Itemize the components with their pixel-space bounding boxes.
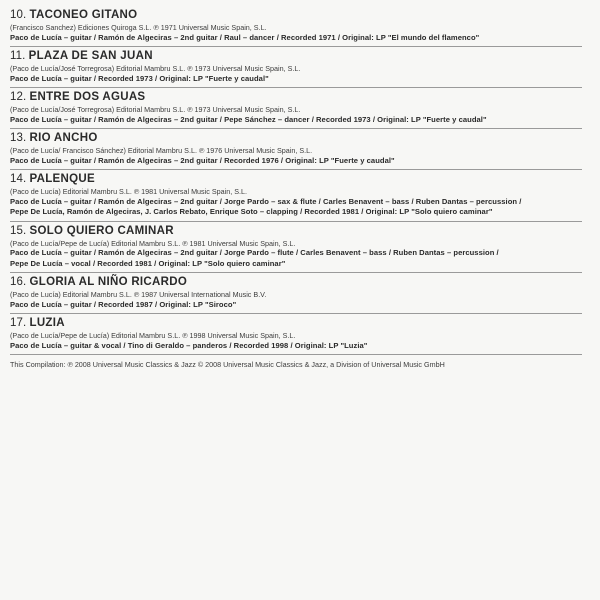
track-credits — [10, 248, 582, 269]
track-title: PLAZA DE SAN JUAN — [28, 50, 153, 62]
credit-line: Paco de Lucía – guitar / Recorded 1987 / Original: LP "Siroco" — [10, 299, 237, 309]
track-number: 11. — [10, 50, 26, 62]
credit-line: Paco de Lucía – guitar / Ramón de Algeciras – 2nd guitar / Pepe Sánchez – dancer / Recorded 1973 / Original: LP "Fuerte y caudal" — [10, 114, 487, 124]
credit-line: Paco de Lucía – guitar / Ramón de Algeciras – 2nd guitar / Jorge Pardo – sax & flute / Carles Benavent – bass / Ruben Dantas – percussion / — [10, 196, 522, 206]
track-heading — [10, 172, 582, 186]
track-entry — [10, 47, 582, 88]
track-credits — [10, 33, 582, 44]
credit-line: Pepe De Lucía – vocal / Recorded 1981 / Original: LP "Solo quiero caminar" — [10, 258, 286, 268]
track-entry — [10, 273, 582, 314]
track-list — [10, 8, 582, 355]
track-heading — [10, 90, 582, 104]
track-credits — [10, 115, 582, 126]
track-rights: (Paco de Lucía/José Torregrosa) Editorial Mambru S.L. ℗ 1973 Universal Music Spain, S.L. — [10, 64, 301, 73]
track-rights: (Paco de Lucía/Pepe de Lucía) Editorial Mambru S.L. ℗ 1981 Universal Music Spain, S.L. — [10, 238, 296, 248]
credit-line: Paco de Lucía – guitar / Recorded 1973 / Original: LP "Fuerte y caudal" — [10, 73, 269, 83]
credit-line: Paco de Lucía – guitar / Ramón de Algeciras – 2nd guitar / Raul – dancer / Recorded 1971 / Original: LP "El mundo del flamenco" — [10, 32, 480, 42]
track-heading — [10, 131, 582, 145]
track-title: SOLO QUIERO CAMINAR — [29, 224, 174, 237]
track-heading — [10, 49, 582, 63]
track-credits — [10, 74, 582, 85]
credit-line: Paco de Lucía – guitar / Ramón de Algeciras – 2nd guitar / Recorded 1976 / Original: LP "Fuerte y caudal" — [10, 155, 395, 165]
track-rights: (Paco de Lucía) Editorial Mambru S.L. ℗ 1981 Universal Music Spain, S.L. — [10, 187, 248, 196]
track-rights: (Paco de Lucía/ Francisco Sánchez) Editorial Mambru S.L. ℗ 1976 Universal Music Spain, S.L. — [10, 146, 313, 155]
track-number: 12. — [10, 91, 27, 103]
credit-line: Paco de Lucía – guitar & vocal / Tino di Geraldo – panderos / Recorded 1998 / Original: LP "Luzia" — [10, 340, 368, 350]
track-credits — [10, 300, 582, 311]
track-title: PALENQUE — [29, 173, 95, 185]
track-rights: (Paco de Lucía/José Torregrosa) Editorial Mambru S.L. ℗ 1973 Universal Music Spain, S.L. — [10, 105, 301, 114]
track-number: 14. — [10, 173, 27, 185]
track-number: 16. — [10, 276, 27, 288]
track-entry — [10, 170, 582, 222]
credit-line: Paco de Lucía – guitar / Ramón de Algeciras – 2nd guitar / Jorge Pardo – flute / Carles Benavent – bass / Ruben Dantas – percussion / — [10, 248, 499, 257]
track-rights: (Paco de Lucía/Pepe de Lucía) Editorial Mambru S.L. ℗ 1998 Universal Music Spain, S.L. — [10, 331, 296, 340]
track-credits — [10, 156, 582, 167]
track-heading — [10, 275, 582, 289]
track-entry — [10, 88, 582, 129]
track-entry — [10, 129, 582, 170]
track-number: 17. — [10, 317, 27, 329]
track-title: ENTRE DOS AGUAS — [29, 91, 146, 103]
track-rights: (Paco de Lucía) Editorial Mambru S.L. ℗ 1987 Universal International Music B.V. — [10, 290, 267, 299]
track-title: TACONEO GITANO — [29, 9, 138, 21]
track-entry — [10, 314, 582, 355]
track-heading — [10, 8, 582, 22]
track-title: RIO ANCHO — [29, 132, 98, 144]
track-title: GLORIA AL NIÑO RICARDO — [29, 276, 188, 288]
credit-line: Pepe De Lucía, Ramón de Algeciras, J. Carlos Rebato, Enrique Soto – clapping / Recorded 1981 / Original: LP "Solo quiero caminar" — [10, 207, 493, 216]
track-heading — [10, 316, 582, 330]
track-title: LUZIA — [29, 317, 65, 329]
track-heading — [10, 224, 582, 238]
track-number: 15. — [10, 224, 27, 237]
track-credits — [10, 341, 582, 352]
track-rights: (Francisco Sanchez) Ediciones Quiroga S.L. ℗ 1971 Universal Music Spain, S.L. — [10, 23, 267, 32]
track-credits — [10, 197, 582, 218]
track-number: 13. — [10, 132, 27, 144]
track-number: 10. — [10, 9, 27, 21]
compilation-copyright: This Compilation: ℗ 2008 Universal Music Classics & Jazz © 2008 Universal Music Classics & Jazz, a Division of Universal Music GmbH — [10, 360, 445, 369]
track-entry — [10, 8, 582, 47]
track-entry — [10, 222, 582, 274]
